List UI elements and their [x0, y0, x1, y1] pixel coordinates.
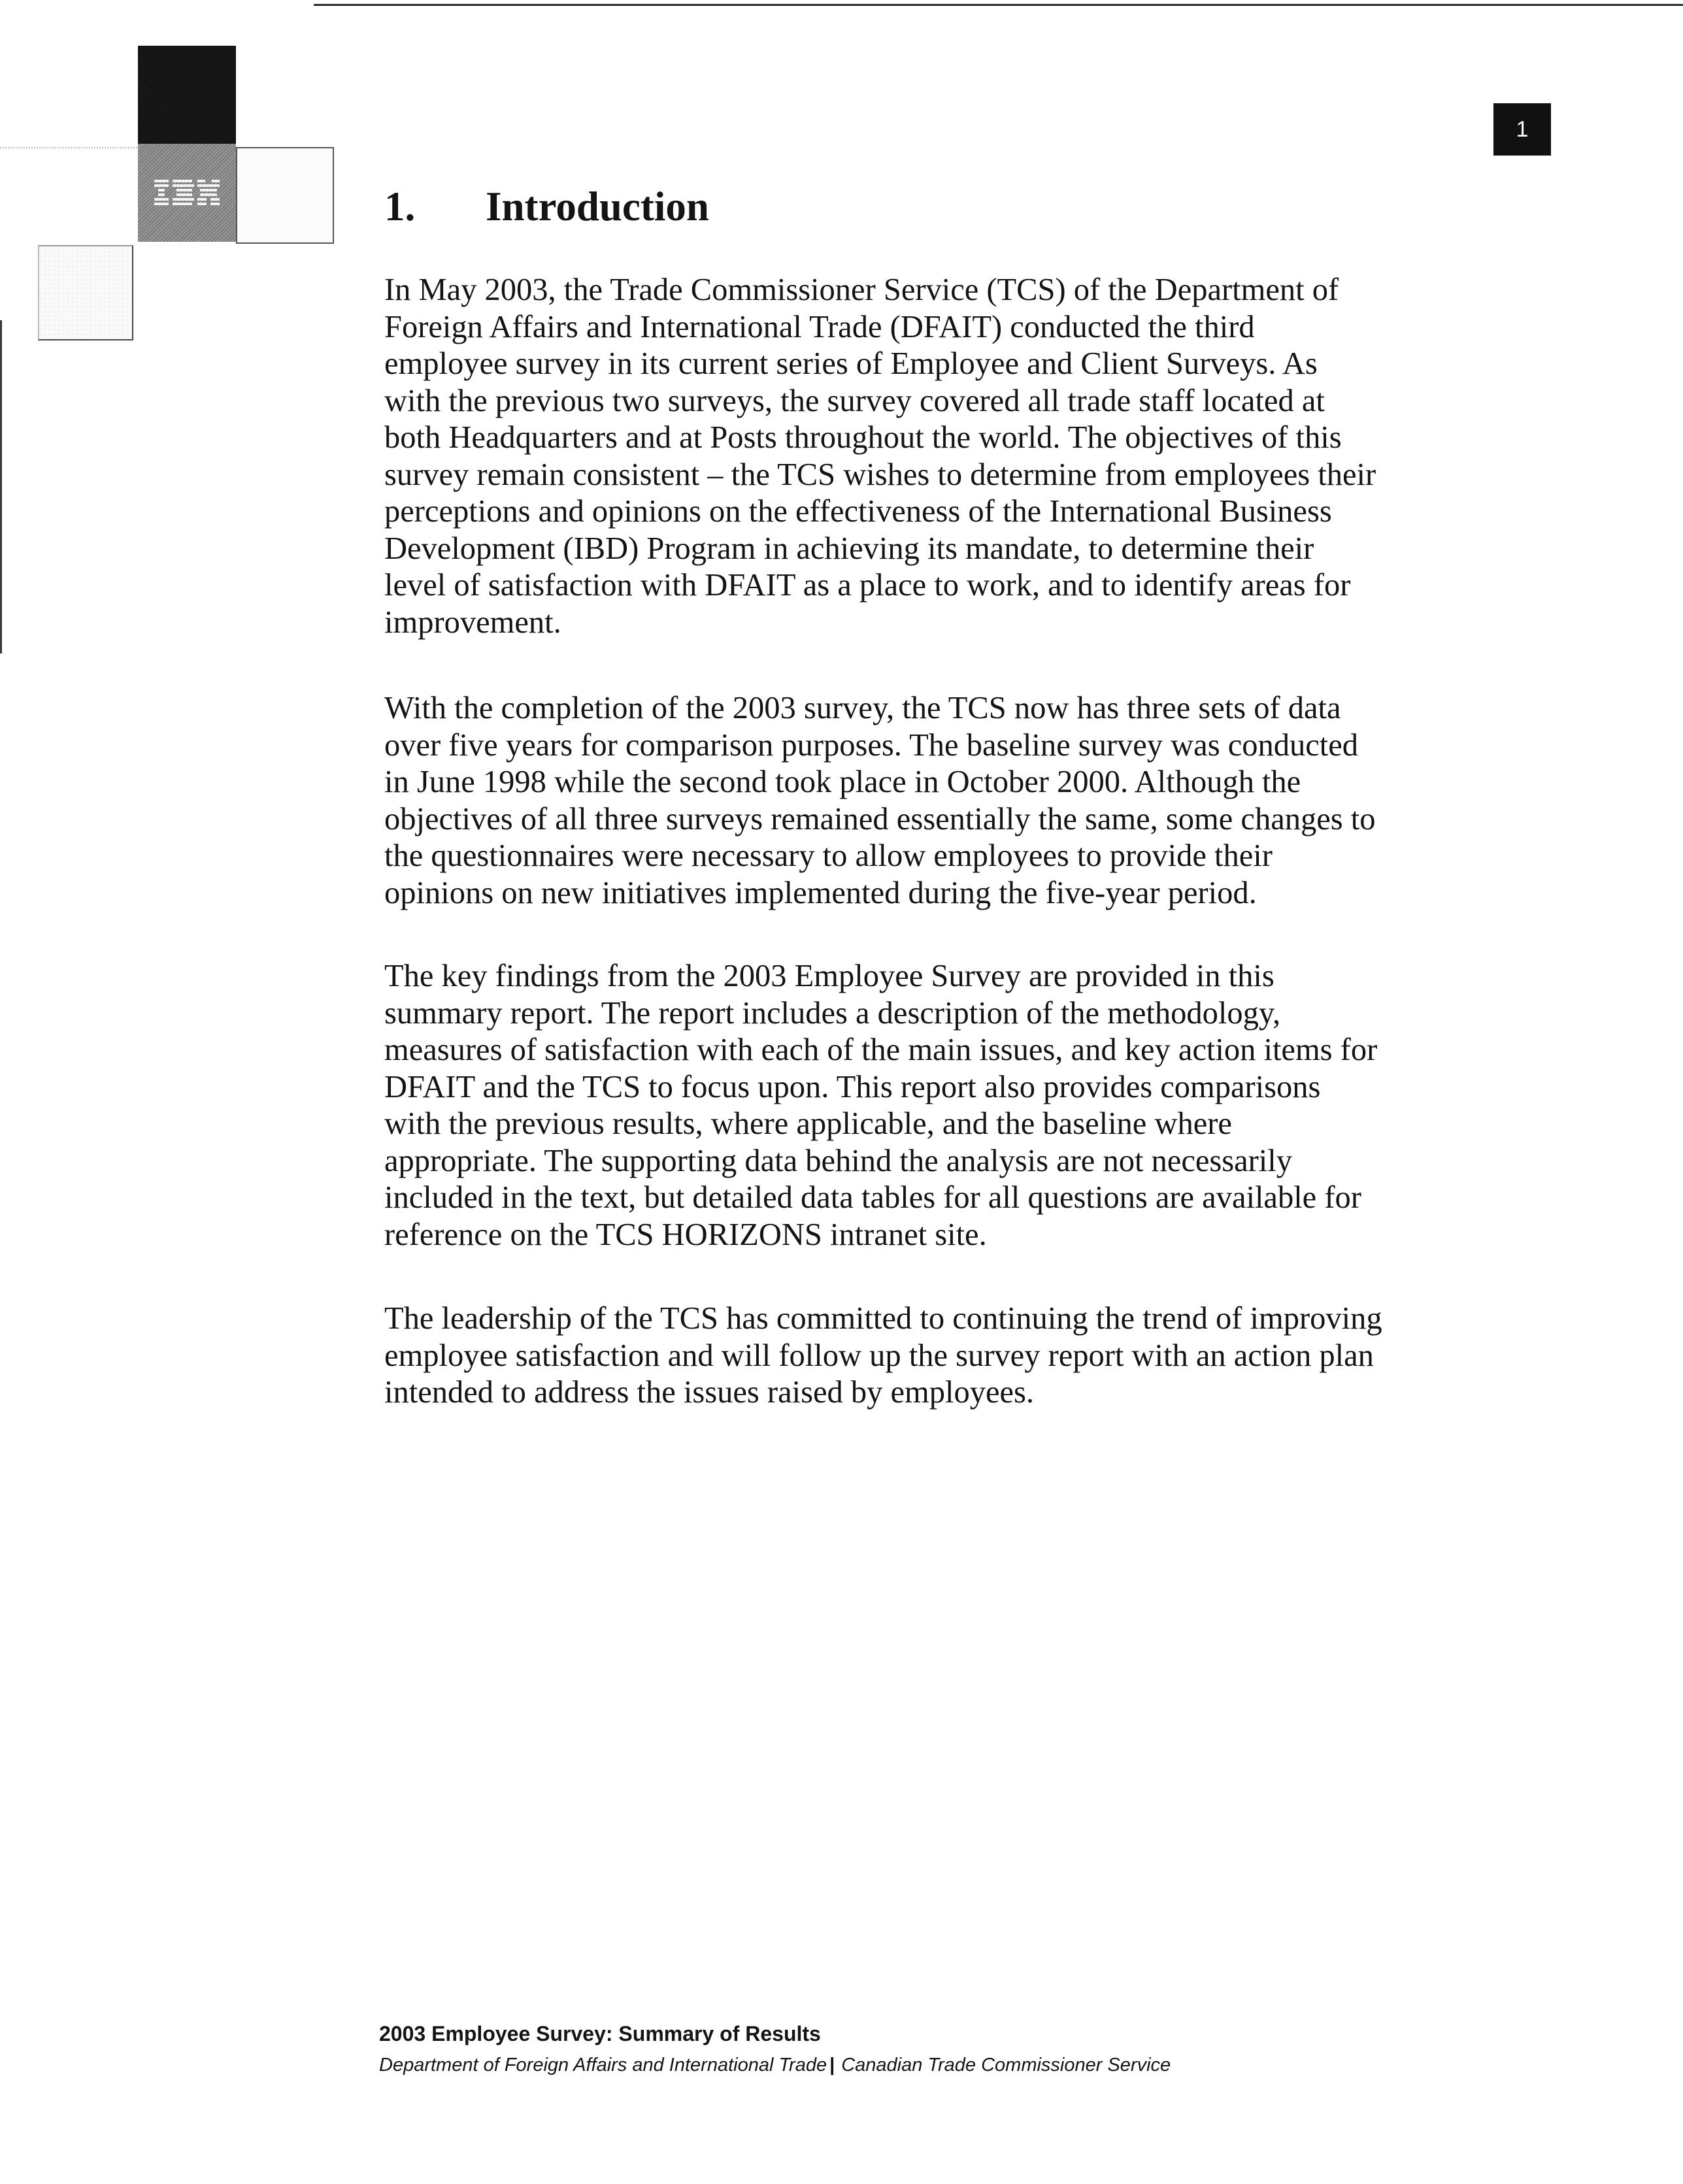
scan-edge-line [0, 320, 2, 654]
footer-title: 2003 Employee Survey: Summary of Results [379, 2022, 821, 2045]
ibm-logo-icon [153, 178, 221, 207]
footer-subtitle [379, 2055, 1171, 2076]
text-line: the questionnaires were necessary to allow employees to provide their [384, 838, 1273, 873]
text-line: level of satisfaction with DFAIT as a place to work, and to identify areas for [384, 568, 1351, 603]
text-line: Foreign Affairs and International Trade (DFAIT) conducted the third [384, 309, 1255, 344]
page-number: 1 [1493, 103, 1551, 156]
text-line: intended to address the issues raised by employees. [384, 1375, 1035, 1410]
text-line: improvement. [384, 604, 561, 640]
text-line: with the previous two surveys, the survey covered all trade staff located at [384, 383, 1325, 418]
text-line: The key findings from the 2003 Employee Survey are provided in this [384, 959, 1275, 993]
text-line: summary report. The report includes a description of the methodology, [384, 995, 1281, 1031]
footer-department: Department of Foreign Affairs and International Trade [379, 2055, 827, 2076]
text-line: In May 2003, the Trade Commissioner Service (TCS) of the Department of [384, 273, 1339, 307]
text-line: opinions on new initiatives implemented during the five-year period. [384, 875, 1257, 910]
top-rule [314, 4, 1683, 6]
text-line: in June 1998 while the second took place in October 2000. Although the [384, 765, 1301, 799]
text-line: perceptions and opinions on the effectiveness of the International Business [384, 494, 1332, 529]
text-line: included in the text, but detailed data tables for all questions are available for [384, 1180, 1361, 1215]
text-line: with the previous results, where applicable, and the baseline where [384, 1106, 1232, 1141]
paragraph-3 [384, 958, 1456, 1253]
paragraph-1 [384, 272, 1456, 641]
text-line: With the completion of the 2003 survey, the TCS now has three sets of data [384, 691, 1341, 725]
outline-square-bottom-left [38, 245, 133, 340]
logo-block [0, 46, 340, 346]
text-line: employee survey in its current series of Employee and Client Surveys. As [384, 346, 1318, 381]
text-line: reference on the TCS HORIZONS intranet site. [384, 1217, 987, 1252]
text-line: appropriate. The supporting data behind the analysis are not necessarily [384, 1143, 1292, 1178]
text-line: over five years for comparison purposes. The baseline survey was conducted [384, 727, 1359, 763]
text-line: survey remain consistent – the TCS wishes to determine from employees their [384, 457, 1376, 492]
text-line: employee satisfaction and will follow up the survey report with an action plan [384, 1338, 1374, 1373]
text-line: both Headquarters and at Posts throughout the world. The objectives of this [384, 420, 1342, 455]
text-line: DFAIT and the TCS to focus upon. This report also provides comparisons [384, 1069, 1321, 1104]
footer-separator: | [829, 2055, 835, 2076]
text-line: objectives of all three surveys remained essentially the same, some changes to [384, 801, 1376, 836]
dotted-guide [0, 147, 137, 148]
section-heading [384, 184, 709, 229]
paragraph-4 [384, 1300, 1456, 1412]
ibm-square [138, 144, 236, 242]
outline-square-right [236, 147, 334, 244]
section-number: 1. [384, 184, 416, 229]
text-line: The leadership of the TCS has committed to continuing the trend of improving [384, 1301, 1382, 1336]
text-line: Development (IBD) Program in achieving its mandate, to determine their [384, 531, 1314, 566]
paragraph-2 [384, 690, 1456, 912]
text-line: measures of satisfaction with each of the main issues, and key action items for [384, 1033, 1378, 1067]
section-title: Introduction [486, 184, 709, 229]
dark-square [138, 46, 236, 144]
footer-service: Canadian Trade Commissioner Service [841, 2055, 1171, 2076]
